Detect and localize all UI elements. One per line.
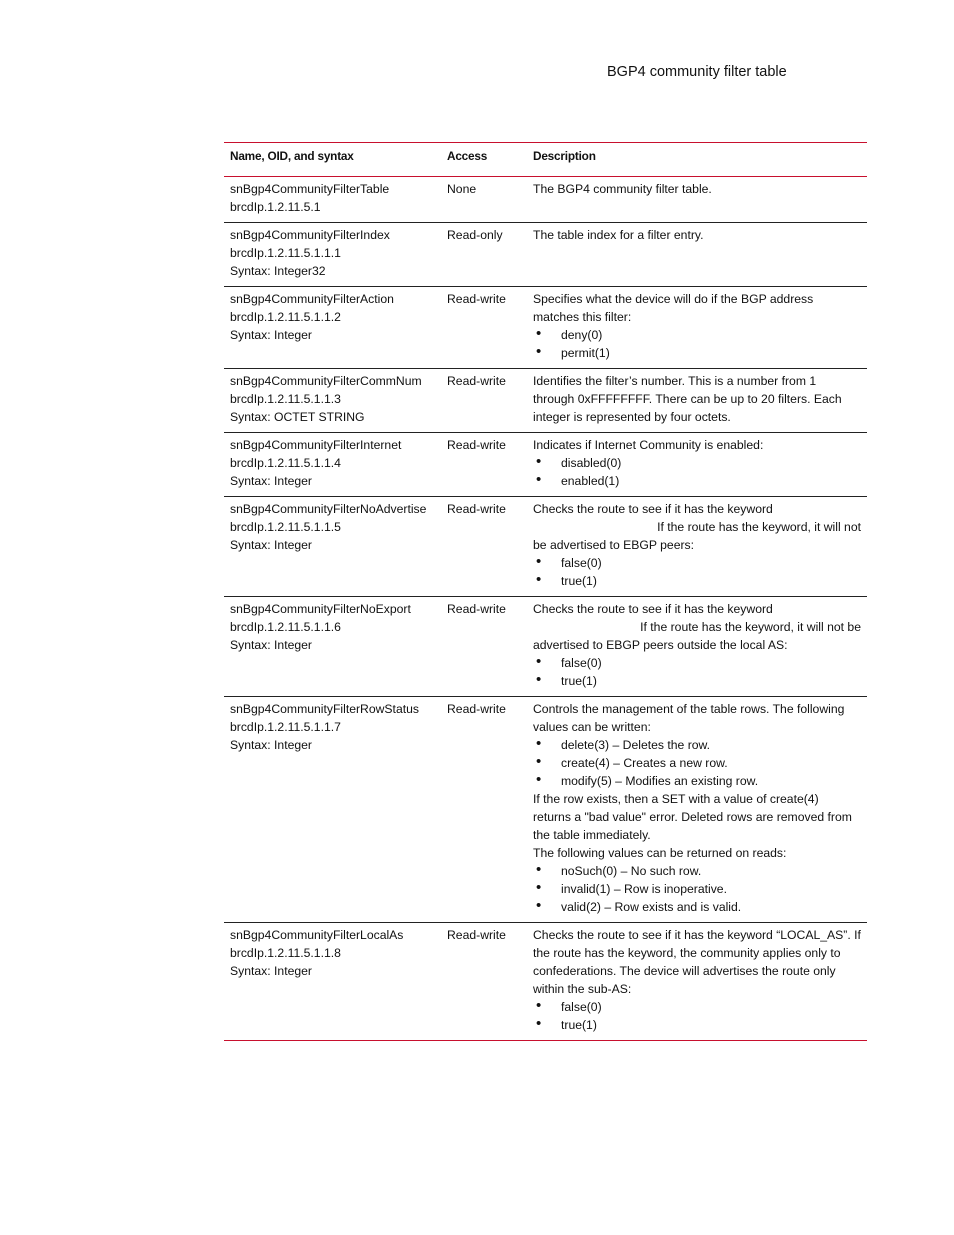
table-row [224, 597, 867, 697]
description-text: the table immediately. [533, 828, 651, 842]
description-text: If the route has the keyword, it will not [657, 520, 861, 534]
object-oid: brcdIp.1.2.11.5.1 [230, 200, 321, 214]
description-text: Checks the route to see if it has the keyword [533, 602, 773, 616]
table-body [224, 177, 867, 1041]
cell-description [527, 497, 867, 597]
cell-name-oid-syntax [224, 287, 441, 369]
cell-description [527, 433, 867, 497]
bullet-list [533, 654, 861, 690]
bullet-item: • true(1) [533, 1016, 861, 1034]
description-text: confederations. The device will advertises the route only [533, 964, 836, 978]
table-row [224, 697, 867, 923]
object-syntax: Syntax: Integer [230, 474, 312, 488]
description-text: the route has the keyword, the community applies only to [533, 946, 841, 960]
object-name: snBgp4CommunityFilterIndex [230, 228, 390, 242]
object-oid: brcdIp.1.2.11.5.1.1.8 [230, 946, 341, 960]
cell-access: Read-write [447, 602, 506, 616]
bullet-item: • valid(2) – Row exists and is valid. [533, 898, 861, 916]
object-name: snBgp4CommunityFilterAction [230, 292, 394, 306]
description-text: returns a "bad value" error. Deleted rows are removed from [533, 810, 852, 824]
bullet-item: • noSuch(0) – No such row. [533, 862, 861, 880]
cell-name-oid-syntax [224, 177, 441, 223]
bullet-item: • false(0) [533, 998, 861, 1016]
description-text: The following values can be returned on reads: [533, 846, 787, 860]
object-name: snBgp4CommunityFilterTable [230, 182, 390, 196]
cell-name-oid-syntax [224, 369, 441, 433]
description-text: Indicates if Internet Community is enabled: [533, 438, 764, 452]
bullet-item: • invalid(1) – Row is inoperative. [533, 880, 861, 898]
object-name: snBgp4CommunityFilterRowStatus [230, 702, 419, 716]
cell-description [527, 287, 867, 369]
bullet-list [533, 454, 861, 490]
object-name: snBgp4CommunityFilterNoAdvertise [230, 502, 427, 516]
cell-name-oid-syntax [224, 433, 441, 497]
table-row [224, 497, 867, 597]
cell-access: None [447, 182, 477, 196]
object-name: snBgp4CommunityFilterNoExport [230, 602, 411, 616]
table-row [224, 177, 867, 223]
description-text: through 0xFFFFFFFF. There can be up to 20 filters. Each [533, 392, 842, 406]
cell-name-oid-syntax [224, 597, 441, 697]
object-syntax: Syntax: OCTET STRING [230, 410, 365, 424]
column-header-access: Access [447, 149, 488, 163]
page-header-title: BGP4 community filter table [607, 64, 787, 80]
bullet-item: • permit(1) [533, 344, 861, 362]
description-text: The table index for a filter entry. [533, 228, 704, 242]
cell-access: Read-write [447, 374, 506, 388]
table-row [224, 369, 867, 433]
cell-description [527, 177, 867, 223]
mib-table-container [224, 142, 867, 1041]
description-text: Specifies what the device will do if the BGP address [533, 292, 814, 306]
description-text: If the route has the keyword, it will not be [640, 620, 861, 634]
table-row [224, 923, 867, 1041]
bullet-list [533, 326, 861, 362]
bullet-item: • true(1) [533, 672, 861, 690]
object-oid: brcdIp.1.2.11.5.1.1.5 [230, 520, 341, 534]
column-header-description: Description [533, 149, 596, 163]
bullet-item: • deny(0) [533, 326, 861, 344]
table-row [224, 223, 867, 287]
description-text: Checks the route to see if it has the keyword [533, 502, 773, 516]
bullet-item: • enabled(1) [533, 472, 861, 490]
cell-description [527, 223, 867, 287]
bullet-item: • delete(3) – Deletes the row. [533, 736, 861, 754]
description-text: within the sub-AS: [533, 982, 632, 996]
cell-description [527, 923, 867, 1041]
object-syntax: Syntax: Integer [230, 964, 312, 978]
mib-table [224, 142, 867, 1041]
object-syntax: Syntax: Integer32 [230, 264, 326, 278]
bullet-list [533, 736, 861, 790]
description-text: values can be written: [533, 720, 651, 734]
bullet-item: • create(4) – Creates a new row. [533, 754, 861, 772]
cell-name-oid-syntax [224, 697, 441, 923]
cell-description [527, 597, 867, 697]
object-syntax: Syntax: Integer [230, 638, 312, 652]
table-row [224, 287, 867, 369]
bullet-item: • false(0) [533, 554, 861, 572]
description-text: Identifies the filter’s number. This is a number from 1 [533, 374, 817, 388]
object-oid: brcdIp.1.2.11.5.1.1.6 [230, 620, 341, 634]
cell-name-oid-syntax [224, 923, 441, 1041]
cell-access: Read-write [447, 292, 506, 306]
description-text: advertised to EBGP peers outside the local AS: [533, 638, 788, 652]
cell-access: Read-write [447, 928, 506, 942]
object-name: snBgp4CommunityFilterCommNum [230, 374, 422, 388]
table-header-row [224, 143, 867, 177]
object-syntax: Syntax: Integer [230, 538, 312, 552]
description-text: be advertised to EBGP peers: [533, 538, 695, 552]
bullet-list [533, 862, 861, 916]
bullet-list [533, 998, 861, 1034]
object-name: snBgp4CommunityFilterInternet [230, 438, 402, 452]
cell-description [527, 697, 867, 923]
table-row [224, 433, 867, 497]
object-syntax: Syntax: Integer [230, 328, 312, 342]
cell-access: Read-write [447, 438, 506, 452]
object-oid: brcdIp.1.2.11.5.1.1.3 [230, 392, 341, 406]
description-text: integer is represented by four octets. [533, 410, 731, 424]
cell-access: Read-only [447, 228, 503, 242]
object-oid: brcdIp.1.2.11.5.1.1.7 [230, 720, 341, 734]
cell-description [527, 369, 867, 433]
bullet-item: • false(0) [533, 654, 861, 672]
object-oid: brcdIp.1.2.11.5.1.1.4 [230, 456, 341, 470]
object-oid: brcdIp.1.2.11.5.1.1.2 [230, 310, 341, 324]
description-text: If the row exists, then a SET with a value of create(4) [533, 792, 819, 806]
object-oid: brcdIp.1.2.11.5.1.1.1 [230, 246, 341, 260]
description-text: Controls the management of the table rows. The following [533, 702, 845, 716]
bullet-list [533, 554, 861, 590]
bullet-item: • disabled(0) [533, 454, 861, 472]
description-text: Checks the route to see if it has the keyword “LOCAL_AS”. If [533, 928, 861, 942]
description-text: The BGP4 community filter table. [533, 182, 712, 196]
column-header-name: Name, OID, and syntax [230, 149, 354, 163]
cell-name-oid-syntax [224, 497, 441, 597]
cell-access: Read-write [447, 702, 506, 716]
bullet-item: • true(1) [533, 572, 861, 590]
object-syntax: Syntax: Integer [230, 738, 312, 752]
bullet-item: • modify(5) – Modifies an existing row. [533, 772, 861, 790]
cell-name-oid-syntax [224, 223, 441, 287]
object-name: snBgp4CommunityFilterLocalAs [230, 928, 404, 942]
description-text: matches this filter: [533, 310, 632, 324]
cell-access: Read-write [447, 502, 506, 516]
